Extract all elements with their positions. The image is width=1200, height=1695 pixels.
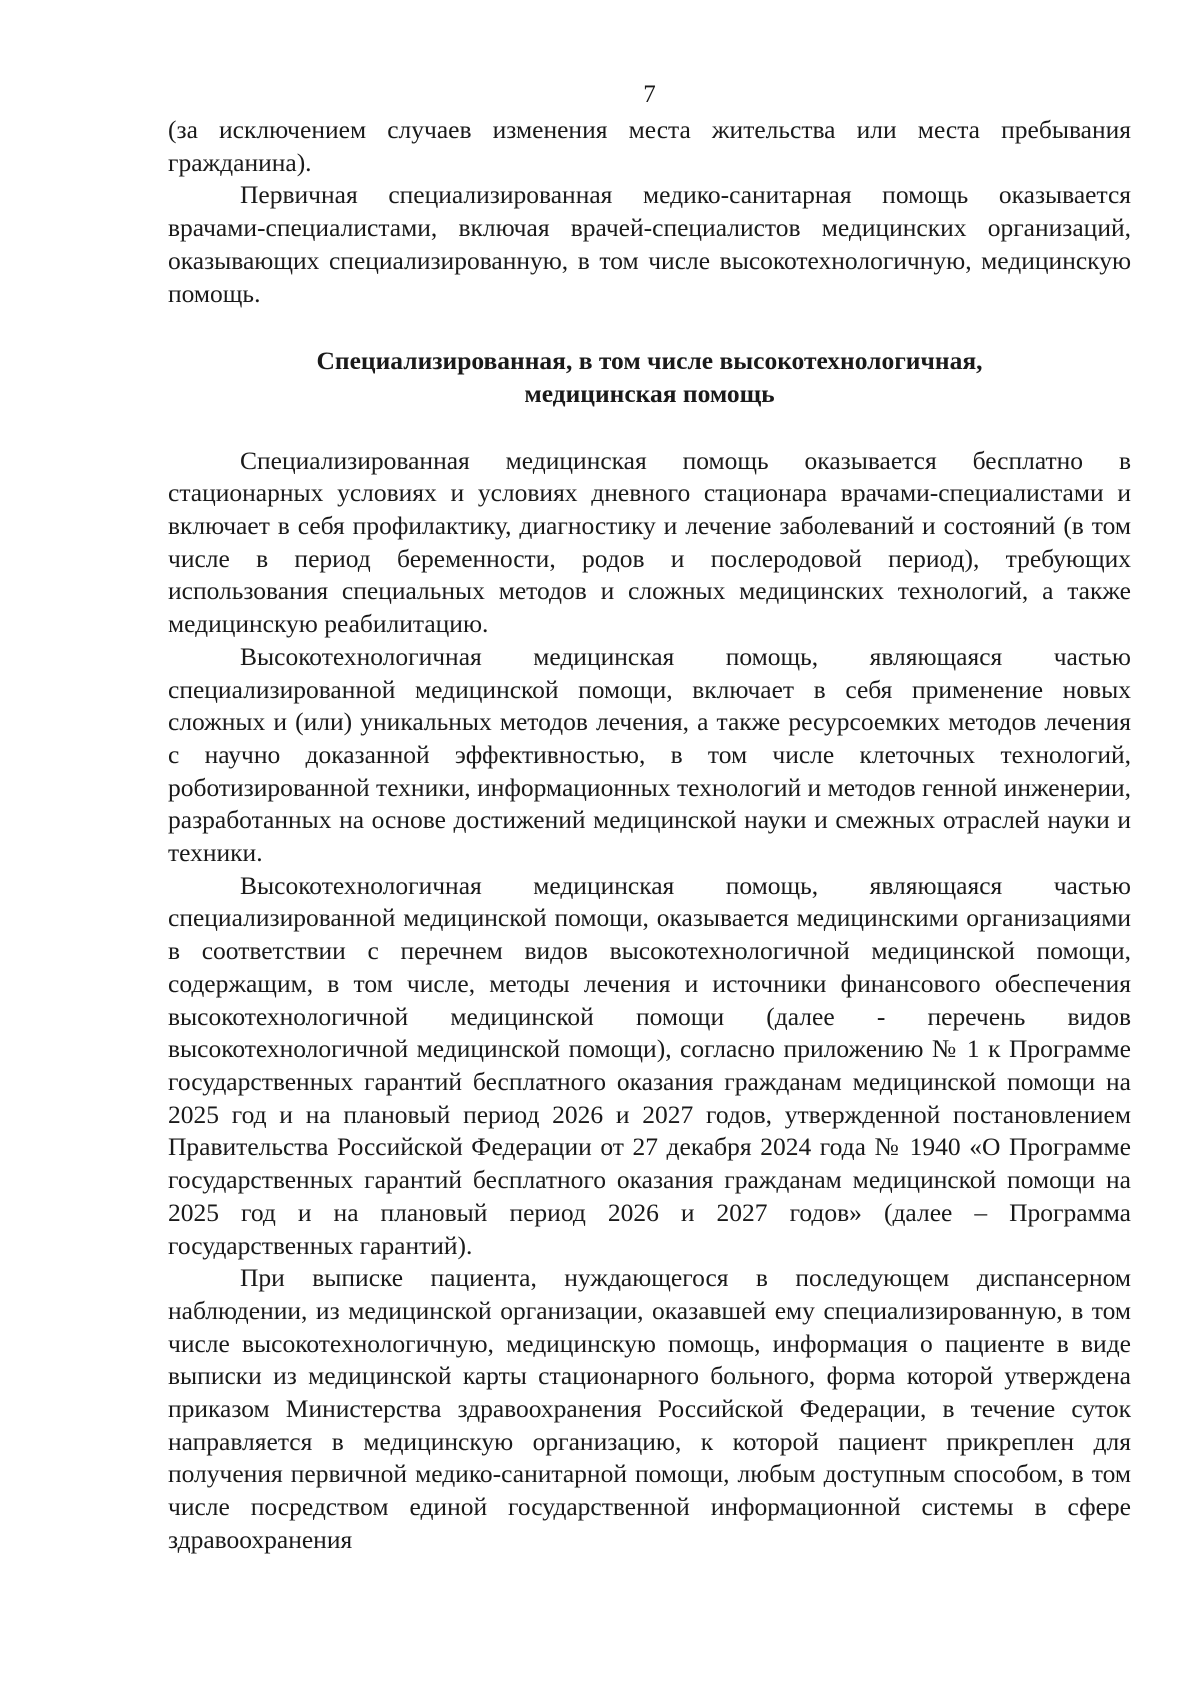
paragraph-primary-care: Первичная специализированная медико-санитарная помощь оказывается врачами-специалистами, включая врачей-специалистов медицинских организаций, оказывающих специализированную, в том числе высокотехнологичную, медицинскую помощь. (168, 180, 1131, 308)
section-heading (168, 345, 1131, 410)
page-number: 7 (643, 81, 656, 108)
paragraph-patient-discharge: При выписке пациента, нуждающегося в последующем диспансерном наблюдении, из медицинской организации, оказавшей ему специализированную, в том числе высокотехнологичную, медицинскую помощь, информация о пациенте в виде выписки из медицинской карты стационарного больного, форма которой утверждена приказом Министерства здравоохранения Российской Федерации, в течение суток направляется в медицинскую организацию, к которой пациент прикреплен для получения первичной медико-санитарной помощи, любым доступным способом, в том числе посредством единой государственной информационной системы в сфере здравоохранения (168, 1263, 1131, 1554)
paragraph-specialized-care: Специализированная медицинская помощь оказывается бесплатно в стационарных условиях и условиях дневного стационара врачами-специалистами и включает в себя профилактику, диагностику и лечение заболеваний и состояний (в том числе в период беременности, родов и послеродовой период), требующих использования специальных методов и сложных медицинских технологий, а также медицинскую реабилитацию. (168, 445, 1131, 639)
document-page (168, 80, 1131, 1557)
section-heading-line-1: Специализированная, в том числе высокотехнологичная, (316, 346, 983, 376)
paragraph-continuation: (за исключением случаев изменения места жительства или места пребывания гражданина). (168, 115, 1131, 177)
paragraph-high-tech-definition: Высокотехнологичная медицинская помощь, являющаяся частью специализированной медицинской помощи, включает в себя применение новых сложных и (или) уникальных методов лечения, а также ресурсоемких методов лечения с научно доказанной эффективностью, в том числе клеточных технологий, роботизированной техники, информационных технологий и методов генной инженерии, разработанных на основе достижений медицинской науки и смежных отраслей науки и техники. (168, 641, 1131, 868)
paragraph-high-tech-provision: Высокотехнологичная медицинская помощь, являющаяся частью специализированной медицинской помощи, оказывается медицинскими организациями в соответствии с перечнем видов высокотехнологичной медицинской помощи, содержащим, в том числе, методы лечения и источники финансового обеспечения высокотехнологичной медицинской помощи (далее - перечень видов высокотехнологичной медицинской помощи), согласно приложению № 1 к Программе государственных гарантий бесплатного оказания гражданам медицинской помощи на 2025 год и на плановый период 2026 и 2027 годов, утвержденной постановлением Правительства Российской Федерации от 27 декабря 2024 года № 1940 «О Программе государственных гарантий бесплатного оказания гражданам медицинской помощи на 2025 год и на плановый период 2026 и 2027 годов» (далее – Программа государственных гарантий). (168, 870, 1131, 1260)
section-heading-line-2: медицинская помощь (524, 378, 775, 408)
